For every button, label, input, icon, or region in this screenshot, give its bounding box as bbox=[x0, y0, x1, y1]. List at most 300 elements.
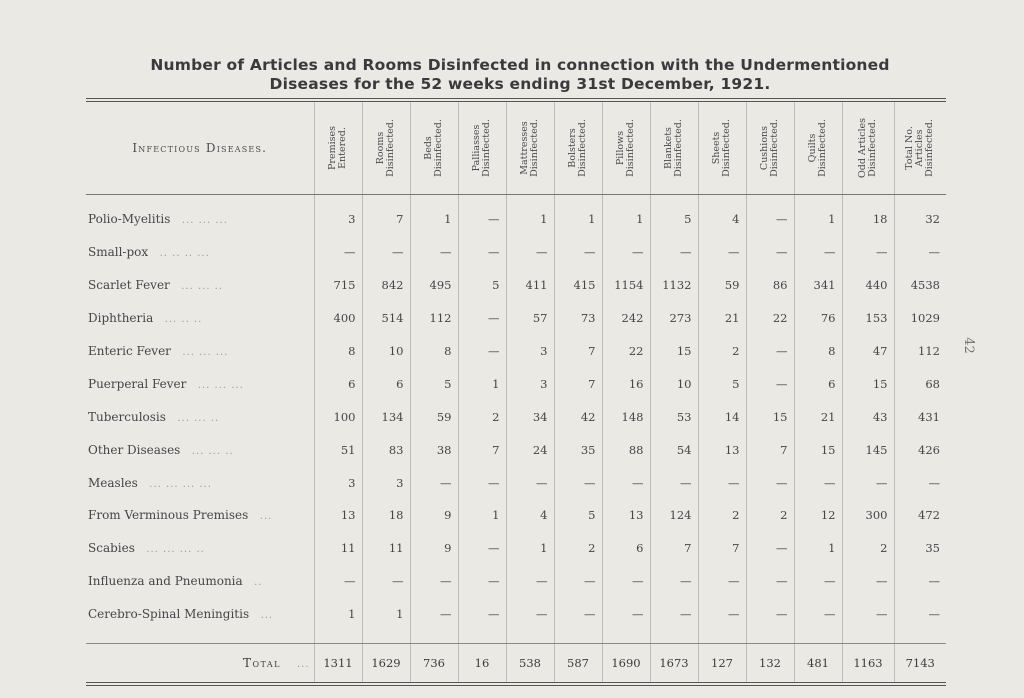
table-row bbox=[86, 565, 946, 598]
value-cell: 426 bbox=[894, 433, 946, 466]
value-cell: 9 bbox=[410, 532, 458, 565]
value-cell: 242 bbox=[602, 302, 650, 335]
value-cell: 7 bbox=[650, 532, 698, 565]
column-header bbox=[410, 100, 458, 195]
disease-name: Puerperal Fever bbox=[88, 376, 187, 391]
value-cell: 273 bbox=[650, 302, 698, 335]
value-cell: 22 bbox=[602, 335, 650, 368]
spacer-cell bbox=[86, 195, 314, 204]
value-cell: 440 bbox=[842, 269, 894, 302]
value-cell: — bbox=[554, 565, 602, 598]
value-cell: 3 bbox=[506, 335, 554, 368]
value-cell: — bbox=[794, 236, 842, 269]
value-cell: — bbox=[650, 598, 698, 631]
title-line-1: Number of Articles and Rooms Disinfected in connection with the Undermentioned bbox=[150, 56, 890, 74]
column-header bbox=[794, 100, 842, 195]
value-cell: 15 bbox=[794, 433, 842, 466]
value-cell: 1 bbox=[506, 532, 554, 565]
value-cell: 1 bbox=[458, 499, 506, 532]
title-line-2: Diseases for the 52 weeks ending 31st December, 1921. bbox=[269, 75, 771, 93]
value-cell: 38 bbox=[410, 433, 458, 466]
value-cell: 415 bbox=[554, 269, 602, 302]
value-cell: — bbox=[458, 236, 506, 269]
value-cell: 5 bbox=[458, 269, 506, 302]
disease-name: Cerebro-Spinal Meningitis bbox=[88, 607, 250, 622]
value-cell: 8 bbox=[314, 335, 362, 368]
column-header-label: Odd Articles Disinfected. bbox=[857, 117, 878, 179]
value-cell: — bbox=[410, 466, 458, 499]
leader-dots: ... bbox=[296, 658, 310, 670]
column-header-label: Palliasses Disinfected. bbox=[471, 119, 492, 177]
disease-name-cell bbox=[86, 367, 314, 400]
value-cell: — bbox=[746, 466, 794, 499]
value-cell: 1154 bbox=[602, 269, 650, 302]
leader-dots: ... ... ... bbox=[197, 379, 244, 391]
column-header bbox=[458, 100, 506, 195]
column-header-label: Cushions Disinfected. bbox=[759, 119, 780, 177]
value-cell: 3 bbox=[506, 367, 554, 400]
spacer-cell bbox=[314, 195, 362, 204]
spacer-cell bbox=[650, 195, 698, 204]
value-cell: 12 bbox=[794, 499, 842, 532]
value-cell: — bbox=[842, 565, 894, 598]
value-cell: 1 bbox=[554, 203, 602, 236]
value-cell: 481 bbox=[794, 643, 842, 684]
table-row bbox=[86, 367, 946, 400]
spacer-cell bbox=[362, 195, 410, 204]
column-header bbox=[602, 100, 650, 195]
disease-name-cell bbox=[86, 643, 314, 684]
value-cell: — bbox=[362, 565, 410, 598]
value-cell: 15 bbox=[842, 367, 894, 400]
value-cell: 54 bbox=[650, 433, 698, 466]
value-cell: 100 bbox=[314, 400, 362, 433]
spacer-cell bbox=[410, 631, 458, 644]
value-cell: 13 bbox=[314, 499, 362, 532]
value-cell: — bbox=[554, 466, 602, 499]
disease-name: From Verminous Premises bbox=[88, 508, 249, 523]
value-cell: 15 bbox=[650, 335, 698, 368]
value-cell: 1690 bbox=[602, 643, 650, 684]
value-cell: 148 bbox=[602, 400, 650, 433]
value-cell: — bbox=[458, 466, 506, 499]
disease-name: Scarlet Fever bbox=[88, 278, 170, 293]
value-cell: 1029 bbox=[894, 302, 946, 335]
value-cell: — bbox=[602, 565, 650, 598]
value-cell: 14 bbox=[698, 400, 746, 433]
disinfection-table bbox=[86, 98, 946, 686]
disease-name-cell bbox=[86, 598, 314, 631]
table-row bbox=[86, 466, 946, 499]
value-cell: 842 bbox=[362, 269, 410, 302]
column-header bbox=[698, 100, 746, 195]
value-cell: 57 bbox=[506, 302, 554, 335]
value-cell: 1 bbox=[794, 203, 842, 236]
value-cell: — bbox=[746, 532, 794, 565]
value-cell: 7 bbox=[458, 433, 506, 466]
value-cell: 153 bbox=[842, 302, 894, 335]
value-cell: — bbox=[506, 236, 554, 269]
value-cell: 7 bbox=[554, 335, 602, 368]
value-cell: 411 bbox=[506, 269, 554, 302]
value-cell: 9 bbox=[410, 499, 458, 532]
value-cell: 86 bbox=[746, 269, 794, 302]
value-cell: 3 bbox=[362, 466, 410, 499]
table-row bbox=[86, 236, 946, 269]
leader-dots: ... ... .. bbox=[191, 445, 234, 457]
value-cell: 134 bbox=[362, 400, 410, 433]
leader-dots: ... ... ... .. bbox=[146, 544, 205, 556]
leader-dots: ... ... .. bbox=[181, 281, 224, 293]
value-cell: 3 bbox=[314, 466, 362, 499]
leader-dots: .. bbox=[254, 577, 263, 589]
spacer-cell bbox=[746, 195, 794, 204]
row-spacer bbox=[86, 631, 946, 644]
table-row bbox=[86, 203, 946, 236]
column-header-label: Sheets Disinfected. bbox=[711, 119, 732, 177]
value-cell: — bbox=[410, 565, 458, 598]
value-cell: 88 bbox=[602, 433, 650, 466]
value-cell: 7143 bbox=[894, 643, 946, 684]
spacer-cell bbox=[698, 631, 746, 644]
table-row bbox=[86, 598, 946, 631]
column-header-label: Beds Disinfected. bbox=[423, 119, 444, 177]
value-cell: 76 bbox=[794, 302, 842, 335]
value-cell: 472 bbox=[894, 499, 946, 532]
value-cell: 127 bbox=[698, 643, 746, 684]
leader-dots: ... bbox=[259, 511, 273, 523]
value-cell: — bbox=[794, 598, 842, 631]
column-header bbox=[506, 100, 554, 195]
value-cell: — bbox=[314, 236, 362, 269]
table-row bbox=[86, 400, 946, 433]
table-title bbox=[60, 56, 980, 94]
value-cell: — bbox=[746, 598, 794, 631]
value-cell: — bbox=[698, 565, 746, 598]
value-cell: 5 bbox=[410, 367, 458, 400]
spacer-cell bbox=[458, 195, 506, 204]
disease-name-cell bbox=[86, 532, 314, 565]
page-number: 42 bbox=[960, 337, 976, 354]
value-cell: 18 bbox=[842, 203, 894, 236]
leader-dots: ... bbox=[260, 610, 274, 622]
header-row bbox=[86, 100, 946, 195]
value-cell: — bbox=[894, 598, 946, 631]
spacer-cell bbox=[842, 195, 894, 204]
value-cell: 112 bbox=[894, 335, 946, 368]
disease-name-cell bbox=[86, 466, 314, 499]
disease-name-cell bbox=[86, 335, 314, 368]
value-cell: — bbox=[894, 565, 946, 598]
total-row bbox=[86, 643, 946, 684]
table-row bbox=[86, 302, 946, 335]
value-cell: 51 bbox=[314, 433, 362, 466]
disease-name-cell bbox=[86, 565, 314, 598]
value-cell: 6 bbox=[362, 367, 410, 400]
spacer-cell bbox=[602, 631, 650, 644]
value-cell: 1132 bbox=[650, 269, 698, 302]
leader-dots: .. .. .. ... bbox=[159, 248, 210, 260]
column-header-label: Premises Entered. bbox=[327, 126, 348, 170]
value-cell: 13 bbox=[698, 433, 746, 466]
value-cell: 514 bbox=[362, 302, 410, 335]
value-cell: 59 bbox=[410, 400, 458, 433]
value-cell: — bbox=[894, 236, 946, 269]
value-cell: — bbox=[698, 236, 746, 269]
value-cell: — bbox=[746, 203, 794, 236]
value-cell: 1163 bbox=[842, 643, 894, 684]
leader-dots: ... .. .. bbox=[164, 314, 203, 326]
value-cell: 15 bbox=[746, 400, 794, 433]
value-cell: — bbox=[698, 466, 746, 499]
value-cell: — bbox=[506, 565, 554, 598]
disease-name: Diphtheria bbox=[88, 311, 154, 326]
column-header-label: Rooms Disinfected. bbox=[375, 119, 396, 177]
value-cell: 7 bbox=[746, 433, 794, 466]
value-cell: 736 bbox=[410, 643, 458, 684]
value-cell: 47 bbox=[842, 335, 894, 368]
spacer-cell bbox=[894, 195, 946, 204]
disease-name: Measles bbox=[88, 475, 138, 490]
value-cell: 1 bbox=[458, 367, 506, 400]
spacer-cell bbox=[506, 195, 554, 204]
value-cell: 2 bbox=[746, 499, 794, 532]
spacer-cell bbox=[554, 195, 602, 204]
value-cell: 59 bbox=[698, 269, 746, 302]
value-cell: 2 bbox=[698, 499, 746, 532]
column-header bbox=[842, 100, 894, 195]
spacer-cell bbox=[650, 631, 698, 644]
value-cell: — bbox=[602, 466, 650, 499]
column-header bbox=[746, 100, 794, 195]
disease-name-cell bbox=[86, 203, 314, 236]
disease-name-cell bbox=[86, 236, 314, 269]
value-cell: 7 bbox=[554, 367, 602, 400]
value-cell: — bbox=[410, 598, 458, 631]
value-cell: 1311 bbox=[314, 643, 362, 684]
value-cell: — bbox=[794, 565, 842, 598]
disease-name: Scabies bbox=[88, 541, 135, 556]
value-cell: — bbox=[458, 203, 506, 236]
value-cell: — bbox=[458, 598, 506, 631]
disease-name-cell bbox=[86, 400, 314, 433]
value-cell: 13 bbox=[602, 499, 650, 532]
value-cell: 6 bbox=[314, 367, 362, 400]
value-cell: — bbox=[554, 598, 602, 631]
value-cell: — bbox=[458, 565, 506, 598]
value-cell: — bbox=[458, 302, 506, 335]
value-cell: 7 bbox=[698, 532, 746, 565]
value-cell: 5 bbox=[698, 367, 746, 400]
value-cell: 10 bbox=[650, 367, 698, 400]
value-cell: — bbox=[650, 565, 698, 598]
column-header-label: Total No. Articles Disinfected. bbox=[904, 119, 936, 177]
value-cell: 6 bbox=[602, 532, 650, 565]
table-row bbox=[86, 433, 946, 466]
value-cell: — bbox=[794, 466, 842, 499]
row-spacer bbox=[86, 195, 946, 204]
value-cell: 112 bbox=[410, 302, 458, 335]
value-cell: — bbox=[698, 598, 746, 631]
value-cell: — bbox=[602, 598, 650, 631]
column-header bbox=[554, 100, 602, 195]
column-header bbox=[314, 100, 362, 195]
disease-name-cell bbox=[86, 433, 314, 466]
disease-name-cell bbox=[86, 302, 314, 335]
value-cell: 11 bbox=[314, 532, 362, 565]
value-cell: — bbox=[554, 236, 602, 269]
column-header-label: Blankets Disinfected. bbox=[663, 119, 684, 177]
value-cell: 22 bbox=[746, 302, 794, 335]
value-cell: 4 bbox=[698, 203, 746, 236]
table-row bbox=[86, 499, 946, 532]
leader-dots: ... ... ... ... bbox=[149, 478, 212, 490]
spacer-cell bbox=[554, 631, 602, 644]
value-cell: 53 bbox=[650, 400, 698, 433]
value-cell: — bbox=[746, 565, 794, 598]
value-cell: 132 bbox=[746, 643, 794, 684]
value-cell: 2 bbox=[698, 335, 746, 368]
value-cell: 400 bbox=[314, 302, 362, 335]
value-cell: — bbox=[746, 236, 794, 269]
value-cell: 7 bbox=[362, 203, 410, 236]
value-cell: 6 bbox=[794, 367, 842, 400]
value-cell: — bbox=[314, 565, 362, 598]
value-cell: 1 bbox=[410, 203, 458, 236]
disease-name-cell bbox=[86, 269, 314, 302]
value-cell: — bbox=[506, 598, 554, 631]
value-cell: — bbox=[506, 466, 554, 499]
value-cell: 2 bbox=[554, 532, 602, 565]
column-header bbox=[362, 100, 410, 195]
value-cell: — bbox=[602, 236, 650, 269]
value-cell: — bbox=[746, 367, 794, 400]
value-cell: 5 bbox=[650, 203, 698, 236]
spacer-cell bbox=[458, 631, 506, 644]
column-header bbox=[650, 100, 698, 195]
value-cell: 1 bbox=[794, 532, 842, 565]
spacer-cell bbox=[794, 195, 842, 204]
value-cell: 1 bbox=[506, 203, 554, 236]
value-cell: 42 bbox=[554, 400, 602, 433]
table-body bbox=[86, 195, 946, 684]
value-cell: 145 bbox=[842, 433, 894, 466]
column-header-label: Bolsters Disinfected. bbox=[567, 119, 588, 177]
value-cell: 124 bbox=[650, 499, 698, 532]
value-cell: 34 bbox=[506, 400, 554, 433]
value-cell: — bbox=[650, 236, 698, 269]
value-cell: 1673 bbox=[650, 643, 698, 684]
value-cell: — bbox=[458, 335, 506, 368]
value-cell: — bbox=[410, 236, 458, 269]
value-cell: — bbox=[650, 466, 698, 499]
value-cell: 35 bbox=[554, 433, 602, 466]
column-header-label: Pillows Disinfected. bbox=[615, 119, 636, 177]
value-cell: 83 bbox=[362, 433, 410, 466]
disease-name: Other Diseases bbox=[88, 442, 181, 457]
value-cell: — bbox=[362, 236, 410, 269]
table-row bbox=[86, 335, 946, 368]
leader-dots: ... ... .. bbox=[177, 412, 220, 424]
table-row bbox=[86, 532, 946, 565]
value-cell: 1 bbox=[314, 598, 362, 631]
value-cell: 4538 bbox=[894, 269, 946, 302]
disease-name: Small-pox bbox=[88, 245, 149, 260]
value-cell: — bbox=[746, 335, 794, 368]
spacer-cell bbox=[506, 631, 554, 644]
spacer-cell bbox=[842, 631, 894, 644]
value-cell: 431 bbox=[894, 400, 946, 433]
value-cell: 715 bbox=[314, 269, 362, 302]
spacer-cell bbox=[86, 631, 314, 644]
disease-name: Polio-Myelitis bbox=[88, 212, 171, 227]
value-cell: 2 bbox=[842, 532, 894, 565]
value-cell: 16 bbox=[602, 367, 650, 400]
column-header-diseases: Infectious Diseases. bbox=[86, 100, 314, 195]
value-cell: 11 bbox=[362, 532, 410, 565]
column-header-label: Quilts Disinfected. bbox=[807, 119, 828, 177]
value-cell: 43 bbox=[842, 400, 894, 433]
value-cell: 341 bbox=[794, 269, 842, 302]
value-cell: 1 bbox=[602, 203, 650, 236]
spacer-cell bbox=[314, 631, 362, 644]
disease-name: Tuberculosis bbox=[88, 409, 166, 424]
value-cell: — bbox=[842, 466, 894, 499]
table-row bbox=[86, 269, 946, 302]
value-cell: 8 bbox=[410, 335, 458, 368]
value-cell: — bbox=[894, 466, 946, 499]
spacer-cell bbox=[894, 631, 946, 644]
spacer-cell bbox=[410, 195, 458, 204]
value-cell: 32 bbox=[894, 203, 946, 236]
value-cell: 1629 bbox=[362, 643, 410, 684]
value-cell: 2 bbox=[458, 400, 506, 433]
value-cell: — bbox=[842, 598, 894, 631]
value-cell: 10 bbox=[362, 335, 410, 368]
column-header-label: Mattresses Disinfected. bbox=[519, 119, 540, 177]
value-cell: 21 bbox=[698, 302, 746, 335]
value-cell: 16 bbox=[458, 643, 506, 684]
value-cell: 68 bbox=[894, 367, 946, 400]
value-cell: 5 bbox=[554, 499, 602, 532]
value-cell: 538 bbox=[506, 643, 554, 684]
disease-name: Influenza and Pneumonia bbox=[88, 574, 243, 589]
value-cell: — bbox=[458, 532, 506, 565]
spacer-cell bbox=[794, 631, 842, 644]
value-cell: 1 bbox=[362, 598, 410, 631]
value-cell: 35 bbox=[894, 532, 946, 565]
value-cell: 8 bbox=[794, 335, 842, 368]
disease-name: Total bbox=[242, 655, 281, 670]
value-cell: 3 bbox=[314, 203, 362, 236]
value-cell: — bbox=[842, 236, 894, 269]
disease-name-cell bbox=[86, 499, 314, 532]
value-cell: 21 bbox=[794, 400, 842, 433]
leader-dots: ... ... ... bbox=[181, 215, 228, 227]
value-cell: 587 bbox=[554, 643, 602, 684]
value-cell: 18 bbox=[362, 499, 410, 532]
spacer-cell bbox=[698, 195, 746, 204]
leader-dots: ... ... ... bbox=[182, 347, 229, 358]
spacer-cell bbox=[602, 195, 650, 204]
spacer-cell bbox=[362, 631, 410, 644]
disease-name: Enteric Fever bbox=[88, 344, 171, 358]
value-cell: 300 bbox=[842, 499, 894, 532]
spacer-cell bbox=[746, 631, 794, 644]
value-cell: 73 bbox=[554, 302, 602, 335]
value-cell: 495 bbox=[410, 269, 458, 302]
column-header bbox=[894, 100, 946, 195]
